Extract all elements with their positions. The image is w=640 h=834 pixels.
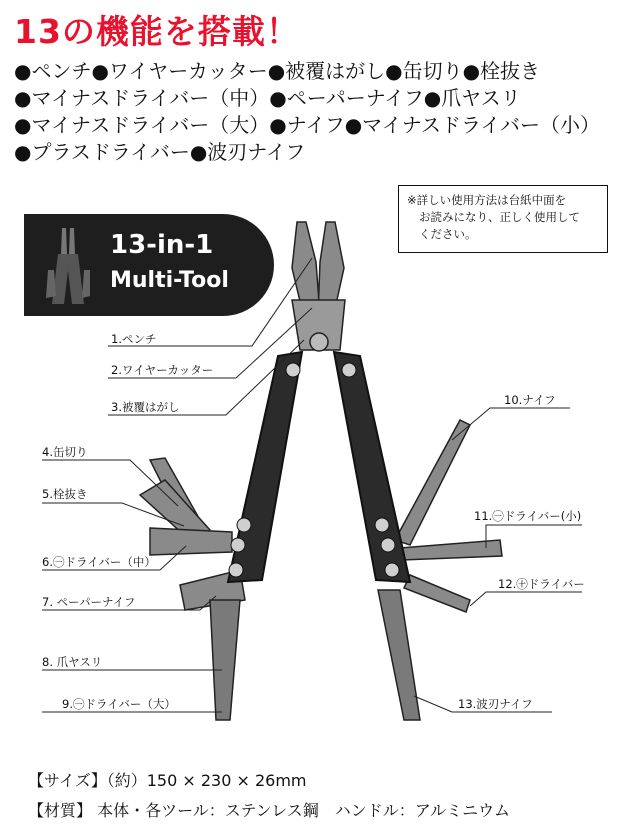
notice-line: ください。 bbox=[419, 227, 477, 241]
label-flat-driver-medium: 6.㊀ドライバー（中） bbox=[42, 555, 156, 569]
label-bottle-opener: 5.栓抜き bbox=[42, 487, 88, 501]
badge-title: 13-in-1 bbox=[110, 230, 214, 260]
spec-size: 【サイズ】（約）150 × 230 × 26mm bbox=[28, 771, 307, 790]
label-serrated-knife: 13.波刃ナイフ bbox=[458, 697, 533, 711]
label-knife: 10.ナイフ bbox=[504, 393, 556, 407]
label-wire-cutter: 2.ワイヤーカッター bbox=[111, 363, 214, 377]
notice-line: お読みになり、正しく使用して bbox=[419, 210, 580, 224]
label-flat-driver-large: 9.㊀ドライバー（大） bbox=[62, 697, 176, 711]
pliers-jaws bbox=[292, 222, 345, 351]
feature-line: ●マイナスドライバー（大）●ナイフ●マイナスドライバー（小） bbox=[14, 113, 600, 137]
spec-material: 【材質】 本体・各ツール：ステンレス鋼 ハンドル：アルミニウム bbox=[28, 801, 510, 820]
feature-line: ●ペンチ●ワイヤーカッター●被覆はがし●缶切り●栓抜き bbox=[14, 59, 541, 83]
label-paper-knife: 7. ペーパーナイフ bbox=[42, 595, 136, 609]
feature-line: ●マイナスドライバー（中）●ペーパーナイフ●爪ヤスリ bbox=[14, 86, 521, 110]
badge-subtitle: Multi-Tool bbox=[110, 268, 229, 293]
feature-line: ●プラスドライバー●波刃ナイフ bbox=[14, 140, 306, 164]
label-phillips-driver: 12.㊉ドライバー bbox=[498, 577, 585, 591]
page-title: 13の機能を搭載！ bbox=[14, 12, 300, 51]
label-pliers: 1.ペンチ bbox=[111, 332, 157, 346]
label-flat-driver-small: 11.㊀ドライバー(小) bbox=[474, 509, 582, 523]
notice-line: ※詳しい使用方法は台紙中面を bbox=[407, 193, 567, 207]
label-wire-stripper: 3.被覆はがし bbox=[111, 400, 180, 414]
left-tools bbox=[140, 458, 245, 720]
label-can-opener: 4.缶切り bbox=[42, 445, 88, 459]
label-nail-file: 8. 爪ヤスリ bbox=[42, 655, 103, 669]
